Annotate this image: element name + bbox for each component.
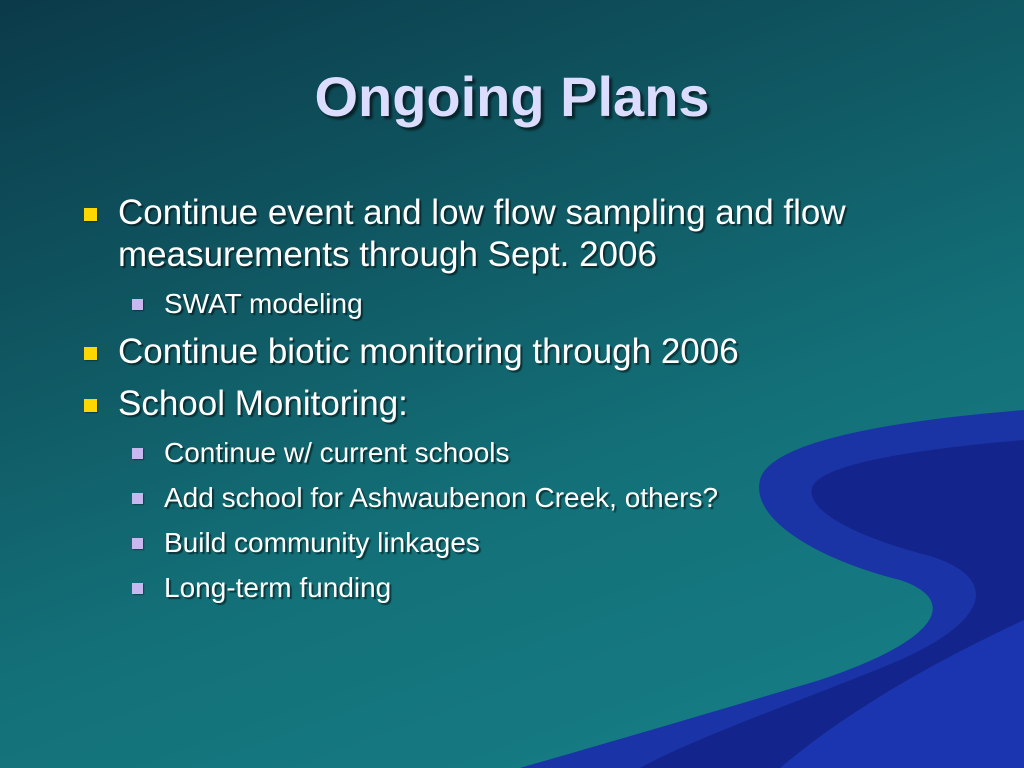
list-item xyxy=(80,192,910,276)
square-bullet-icon xyxy=(132,493,143,504)
list-item xyxy=(80,436,910,470)
list-item xyxy=(80,383,910,425)
square-bullet-icon xyxy=(132,583,143,594)
square-bullet-icon xyxy=(84,208,97,221)
bullet-text: Continue biotic monitoring through 2006 xyxy=(118,332,739,371)
bullet-text: Add school for Ashwaubenon Creek, others? xyxy=(164,482,719,513)
bullet-text: Continue event and low flow sampling and flow measurements through Sept. 2006 xyxy=(118,193,846,274)
bullet-text: Build community linkages xyxy=(164,527,480,558)
bullet-text: Long-term funding xyxy=(164,572,392,603)
list-item xyxy=(80,481,910,515)
bullet-text: Continue w/ current schools xyxy=(164,437,510,468)
bullet-text: SWAT modeling xyxy=(164,288,363,319)
square-bullet-icon xyxy=(84,347,97,360)
slide-title: Ongoing Plans xyxy=(314,65,710,128)
list-item xyxy=(80,331,910,373)
bullet-text: School Monitoring: xyxy=(118,384,408,423)
list-item xyxy=(80,287,910,321)
square-bullet-icon xyxy=(84,399,97,412)
bullet-list xyxy=(80,192,910,605)
list-item xyxy=(80,571,910,605)
list-item xyxy=(80,526,910,560)
square-bullet-icon xyxy=(132,299,143,310)
square-bullet-icon xyxy=(132,448,143,459)
square-bullet-icon xyxy=(132,538,143,549)
